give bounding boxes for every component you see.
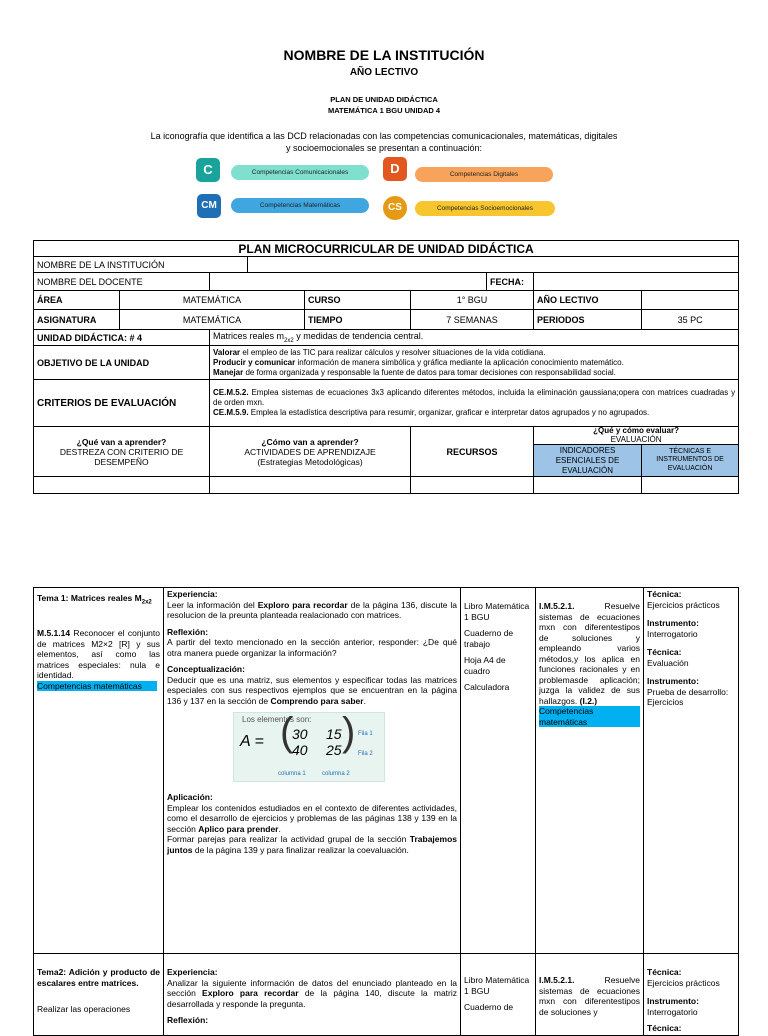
topic1-indicator: I.M.5.2.1. Resuelve sistemas de ecuaciones mxn con diferentestipos de soluciones y empleando varios métodos,y los aplica en funciones racionales y en problemasde aplicación; juzga la validez de sus hallazgos. (I.2.)	[539, 601, 640, 706]
topic2-destreza: Realizar las operaciones	[37, 1004, 131, 1014]
course-label: CURSO	[305, 291, 411, 310]
communication-icon: C	[196, 158, 220, 182]
topic1-technique-value-2: Evaluación	[647, 657, 689, 668]
topic2-resource-2: Cuaderno de	[464, 1002, 514, 1012]
topic1-experience-text: Leer la información del Exploro para recordar de la página 136, discute la resolucion de la preunta planteada realacionado con matrices.	[167, 599, 458, 620]
evaluation-title: EVALUACIÓN	[610, 434, 662, 444]
subject-value: MATEMÁTICA	[120, 310, 305, 330]
date-value[interactable]	[534, 273, 739, 291]
evaluation-question: ¿Qué y cómo evaluar?	[593, 426, 679, 435]
topic2-experience-label: Experiencia:	[167, 967, 218, 977]
objective-label: OBJETIVO DE LA UNIDAD	[34, 346, 210, 380]
criteria-value	[210, 380, 739, 427]
topic2-indicators-cell	[536, 954, 644, 1036]
topic1-reflection-text: A partir del texto mencionado en la sección anterior, responder: ¿De qué otra manera puede organizar la información?	[167, 637, 457, 658]
competency-label-math: Competencias Matemáticas	[231, 198, 369, 213]
topic2-destreza-cell	[34, 954, 164, 1036]
school-year-value[interactable]	[642, 291, 739, 310]
plan-table	[33, 240, 739, 494]
topic2-technique-value-1: Ejercicios prácticos	[647, 977, 720, 988]
matrix-m21: 40	[292, 742, 308, 758]
techniques-header: TÉCNICAS E INSTRUMENTOS DE EVALUACIÓN	[642, 445, 739, 477]
digital-icon: D	[383, 157, 407, 181]
unit-value	[210, 330, 739, 346]
topic1-activities-cell	[164, 588, 461, 954]
unit-value-b: y medidas de tendencia central.	[293, 331, 424, 342]
topic1-instrument-label-2: Instrumento:	[647, 676, 699, 686]
what-to-learn-header	[34, 427, 210, 477]
topic1-instrument-value-2: Prueba de desarrollo: Ejercicios	[647, 686, 729, 707]
table-row	[34, 954, 739, 1036]
topic1-concept-text: Deducir que es una matriz, sus elementos y especificar todas las matrices especiales con sus respectivos ejemplos que se encuentran en la página 136 y 137 en la sección de Comprendo para saber.	[167, 674, 457, 706]
topic2-resources-cell	[461, 954, 536, 1036]
topic1-technique-label-1: Técnica:	[647, 589, 682, 599]
periods-value: 35 PC	[642, 310, 739, 330]
area-value: MATEMÁTICA	[120, 291, 305, 310]
topic1-application-text: Emplear los contenidos estudiados en el contexto de diferentes actividades, como el desarrollo de ejercicios y problemas de las páginas 138 y 139 en la sección Aplico para prender.	[167, 802, 457, 834]
socioemotional-icon: CS	[383, 196, 407, 220]
topic2-experience-text: Analizar la siguiente información de datos del enunciado planteado en la sección Exploro para recordar de la página 140, discute la matriz desarrollada y responde la pregunta.	[167, 977, 457, 1009]
matrix-m22: 25	[326, 742, 342, 758]
topic1-techniques-cell	[644, 588, 739, 954]
indicators-header: INDICADORES ESENCIALES DE EVALUACIÓN	[534, 445, 642, 477]
topic1-concept-label: Conceptualización:	[167, 664, 245, 674]
objective-line-3: Manejar de forma organizada y responsable la fuente de datos para tomar decisiones con responsabilidad social.	[213, 367, 616, 377]
objective-line-2: Producir y comunicar información de manera simbólica y gráfica mediante la aplicación conocimiento matemático.	[213, 357, 624, 367]
competency-label-communication: Competencias Comunicacionales	[231, 165, 369, 180]
topic2-techniques-cell	[644, 954, 739, 1036]
matrix-col2-label: columna 2	[322, 771, 350, 777]
topic2-activities-cell	[164, 954, 461, 1036]
periods-label: PERIODOS	[534, 310, 642, 330]
topic1-application-label: Aplicación:	[167, 792, 213, 802]
topic1-experience-label: Experiencia:	[167, 589, 218, 599]
plan-title	[0, 94, 768, 116]
topic1-destreza: M.5.1.14 Reconocer el conjunto de matrices M2×2 [R] y sus elementos, así como las matrices especiales: nula e identidad.	[37, 628, 160, 681]
topic1-resource-1: Libro Matemática 1 BGU	[464, 601, 530, 622]
plan-table-title: PLAN MICROCURRICULAR DE UNIDAD DIDÁCTICA	[34, 241, 739, 257]
unit-value-a: Matrices reales m	[213, 331, 285, 342]
matrix-row2-label: Fila 2	[358, 751, 373, 757]
how-to-learn-question: ¿Cómo van a aprender?	[261, 436, 359, 447]
objective-line-1: Valorar el empleo de las TIC para realizar cálculos y resolver situaciones de la vida cotidiana.	[213, 347, 546, 357]
topic1-technique-value-1: Ejercicios prácticos	[647, 599, 720, 610]
how-to-learn-sub2: (Estrategias Metodológicas)	[257, 456, 363, 467]
topic1-indicators-cell	[536, 588, 644, 954]
topic2-indicator: I.M.5.2.1. Resuelve sistemas de ecuaciones mxn con diferentestipos de soluciones y	[539, 975, 640, 1017]
matrix-m12: 15	[326, 726, 342, 742]
how-to-learn-sub: ACTIVIDADES DE APRENDIZAJE	[244, 446, 376, 457]
competency-label-digital: Competencias Digitales	[415, 167, 553, 182]
matrix-right-paren: )	[342, 710, 356, 754]
institution-title: NOMBRE DE LA INSTITUCIÓN	[283, 47, 485, 63]
empty-cell-resources[interactable]	[411, 477, 534, 494]
time-label: TIEMPO	[305, 310, 411, 330]
topic2-reflection-label: Reflexión:	[167, 1015, 209, 1025]
empty-cell-indicators[interactable]	[534, 477, 642, 494]
topic1-reflection-label: Reflexión:	[167, 626, 209, 637]
topic1-resource-4: Calculadora	[464, 682, 510, 692]
time-value: 7 SEMANAS	[411, 310, 534, 330]
criteria-2: CE.M.5.9. Emplea la estadística descriptiva para resumir, organizar, graficar e interpretar datos agrupados y no agrupados.	[213, 408, 650, 417]
topic2-instrument-value-1: Interrogatorio	[647, 1006, 698, 1017]
topic1-resources-cell	[461, 588, 536, 954]
topic1-indicator-tag: Competencias matemáticas	[539, 706, 640, 727]
empty-cell-destreza[interactable]	[34, 477, 210, 494]
teacher-label: NOMBRE DEL DOCENTE	[34, 273, 210, 291]
topic1-instrument-label-1: Instrumento:	[647, 618, 699, 628]
matrix-example-image	[233, 712, 385, 782]
topic1-resource-2: Cuaderno de trabajo	[464, 628, 514, 649]
topic1-technique-label-2: Técnica:	[647, 647, 682, 657]
empty-cell-activities[interactable]	[210, 477, 411, 494]
area-label: ÁREA	[34, 291, 120, 310]
criteria-label: CRITERIOS DE EVALUACIÓN	[34, 380, 210, 427]
plan-title-line1: PLAN DE UNIDAD DIDÁCTICA	[330, 95, 438, 104]
date-label: FECHA:	[487, 273, 534, 291]
what-to-learn-sub: DESTREZA CON CRITERIO DE DESEMPEÑO	[59, 446, 184, 467]
math-icon: CM	[197, 194, 221, 218]
topic2-instrument-label-1: Instrumento:	[647, 996, 699, 1006]
unit-value-sub: 2x2	[284, 337, 294, 344]
competency-label-socioemotional: Competencias Socioemocionales	[415, 201, 555, 216]
matrix-left-paren: (	[280, 710, 294, 754]
how-to-learn-header	[210, 427, 411, 477]
matrix-row1-label: Fila 1	[358, 731, 373, 737]
matrix-col1-label: columna 1	[278, 771, 306, 777]
institution-value[interactable]	[248, 257, 739, 273]
course-value: 1° BGU	[411, 291, 534, 310]
topic2-technique-label-2: Técnica:	[647, 1023, 682, 1033]
table-row	[34, 588, 739, 954]
topic2-resource-1: Libro Matemática 1 BGU	[464, 975, 530, 996]
teacher-value[interactable]	[210, 273, 487, 291]
topic2-technique-label-1: Técnica:	[647, 967, 682, 977]
empty-cell-techniques[interactable]	[642, 477, 739, 494]
topic1-instrument-value-1: Interrogatorio	[647, 628, 698, 639]
resources-header: RECURSOS	[411, 427, 534, 477]
matrix-m11: 30	[292, 726, 308, 742]
plan-title-line2: MATEMÁTICA 1 BGU UNIDAD 4	[327, 106, 441, 115]
topic1-application-text-2: Formar parejas para realizar la actividad grupal de la sección Trabajemos juntos de la página 139 y para finalizar realizar la coevaluación.	[167, 834, 457, 855]
topic1-competency-tag: Competencias matemáticas	[37, 681, 157, 692]
year-title: AÑO LECTIVO	[349, 67, 419, 78]
topic2-title: Tema2: Adición y producto de escalares entre matrices.	[37, 967, 160, 988]
school-year-label: AÑO LECTIVO	[534, 291, 642, 310]
objective-value	[210, 346, 739, 380]
evaluation-header	[534, 427, 739, 445]
matrix-caption: Los elementos son:	[242, 715, 312, 724]
matrix-name: A =	[240, 733, 264, 750]
topic1-title: Tema 1: Matrices reales $M_{2x2}$	[37, 593, 152, 606]
topic1-destreza-cell	[34, 588, 164, 954]
subject-label: ASIGNATURA	[34, 310, 120, 330]
criteria-1: CE.M.5.2. Emplea sistemas de ecuaciones 3x3 aplicando diferentes métodos, incluida la eliminación gaussiana;opera con matrices cuadradas y de orden mxn.	[213, 388, 736, 407]
what-to-learn-question: ¿Qué van a aprender?	[76, 436, 167, 447]
topic1-resource-3: Hoja A4 de cuadro	[464, 655, 506, 676]
unit-label: UNIDAD DIDÁCTICA: # 4	[34, 330, 210, 346]
intro-text: La iconografía que identifica a las DCD relacionadas con las competencias comunicacionales, matemáticas, digitales y socioemocionales se presentan a continuación:	[150, 131, 618, 153]
topics-table	[33, 587, 739, 1036]
institution-label: NOMBRE DE LA INSTITUCIÓN	[34, 257, 248, 273]
